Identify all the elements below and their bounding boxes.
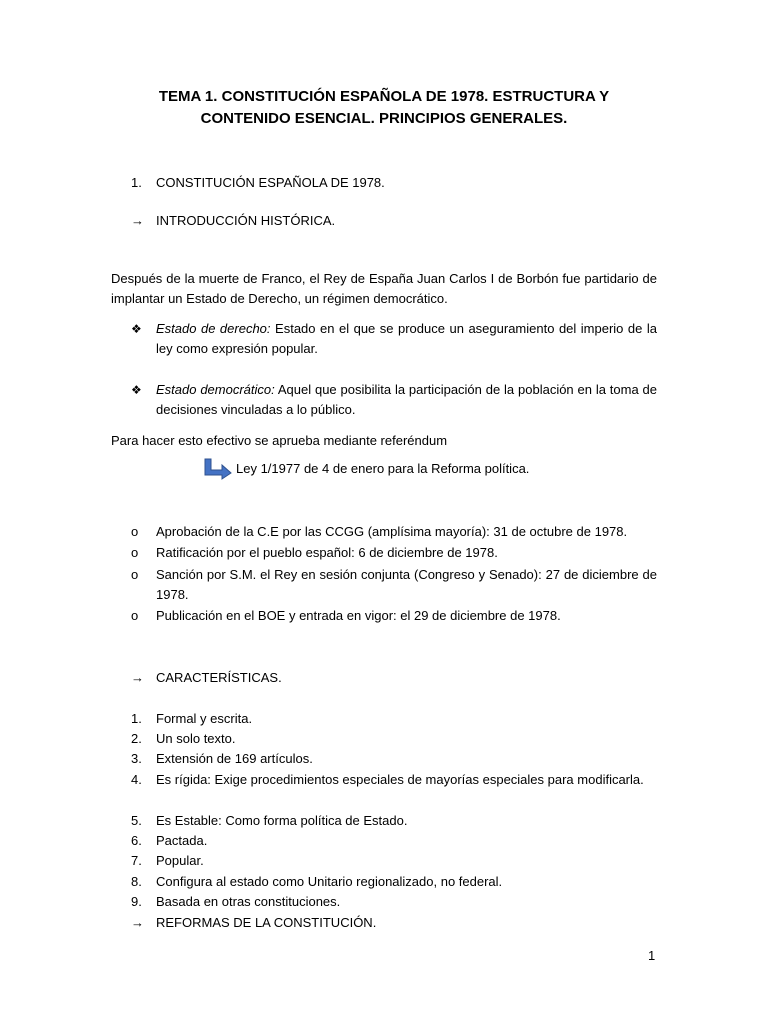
referendum-text: Para hacer esto efectivo se aprueba mediante referéndum <box>111 433 448 448</box>
list-text: Es rígida: Exige procedimientos especiales de mayorías especiales para modificarla. <box>156 772 644 787</box>
milestone-text: Ratificación por el pueblo español: 6 de diciembre de 1978. <box>156 545 498 560</box>
definition-term: Estado democrático: <box>156 382 275 397</box>
page-number: 1 <box>648 948 656 963</box>
list-number: 2. <box>131 731 142 746</box>
list-item <box>111 831 657 851</box>
paragraph-franco: Después de la muerte de Franco, el Rey de España Juan Carlos I de Borbón fue partidario de implantar un Estado de Derecho, un régimen democrático. <box>111 271 657 306</box>
definition-term: Estado de derecho: <box>156 321 271 336</box>
reforms-heading <box>111 913 657 933</box>
bent-arrow-icon <box>204 458 232 480</box>
list-item <box>111 729 657 749</box>
list-text: Popular. <box>156 853 204 868</box>
milestone-text: Sanción por S.M. el Rey en sesión conjunta (Congreso y Senado): 27 de diciembre de 1978. <box>156 567 657 602</box>
law-reference <box>204 458 529 480</box>
definition-description: Estado en el que se produce un aseguramiento del imperio de la ley como expresión popular. <box>156 321 657 356</box>
milestone-item <box>111 565 657 605</box>
list-number: 4. <box>131 772 142 787</box>
list-text: Basada en otras constituciones. <box>156 894 341 909</box>
list-text: Pactada. <box>156 833 208 848</box>
intro-heading-text: INTRODUCCIÓN HISTÓRICA. <box>156 213 336 228</box>
definition-item <box>111 380 657 420</box>
arrow-right-icon: → <box>131 213 144 228</box>
definition-text <box>156 380 657 420</box>
list-text: Extensión de 169 artículos. <box>156 751 313 766</box>
list-item <box>111 709 657 729</box>
milestone-text: Publicación en el BOE y entrada en vigor: el 29 de diciembre de 1978. <box>156 608 561 623</box>
list-item <box>111 872 657 892</box>
definition-item <box>111 319 657 359</box>
list-item <box>111 749 657 769</box>
definition-description: Aquel que posibilita la participación de la población en la toma de decisiones vinculadas a lo público. <box>156 382 657 417</box>
list-text: Es Estable: Como forma política de Estado. <box>156 813 408 828</box>
milestone-item <box>111 543 657 563</box>
diamond-bullet-icon: ❖ <box>131 322 142 336</box>
list-number: 5. <box>131 813 142 828</box>
list-text: Un solo texto. <box>156 731 236 746</box>
circle-bullet-icon: o <box>131 545 139 560</box>
section-heading <box>111 173 657 193</box>
document-title-line-1: TEMA 1. CONSTITUCIÓN ESPAÑOLA DE 1978. ESTRUCTURA Y <box>158 88 610 105</box>
arrow-right-icon: → <box>131 670 144 685</box>
law-text: Ley 1/1977 de 4 de enero para la Reforma política. <box>236 461 530 476</box>
milestone-item <box>111 522 657 542</box>
list-number: 7. <box>131 853 142 868</box>
list-text: Formal y escrita. <box>156 711 253 726</box>
list-number: 3. <box>131 751 142 766</box>
list-item <box>111 811 657 831</box>
definition-text <box>156 319 657 359</box>
diamond-bullet-icon: ❖ <box>131 383 142 397</box>
circle-bullet-icon: o <box>131 567 139 582</box>
milestone-item <box>111 606 657 626</box>
section-number: 1. <box>131 175 142 190</box>
reforms-heading-text: REFORMAS DE LA CONSTITUCIÓN. <box>156 915 377 930</box>
list-item <box>111 892 657 912</box>
circle-bullet-icon: o <box>131 524 139 539</box>
intro-heading <box>111 211 657 231</box>
list-item <box>111 770 657 790</box>
document-title-line-2: CONTENIDO ESENCIAL. PRINCIPIOS GENERALES. <box>200 110 568 127</box>
list-number: 8. <box>131 874 142 889</box>
section-title: CONSTITUCIÓN ESPAÑOLA DE 1978. <box>156 175 385 190</box>
arrow-right-icon: → <box>131 915 144 930</box>
list-number: 6. <box>131 833 142 848</box>
milestone-text: Aprobación de la C.E por las CCGG (amplísima mayoría): 31 de octubre de 1978. <box>156 524 628 539</box>
list-text: Configura al estado como Unitario regionalizado, no federal. <box>156 874 503 889</box>
circle-bullet-icon: o <box>131 608 139 623</box>
characteristics-heading-text: CARACTERÍSTICAS. <box>156 670 282 685</box>
list-number: 9. <box>131 894 142 909</box>
list-number: 1. <box>131 711 142 726</box>
characteristics-heading <box>111 668 657 688</box>
list-item <box>111 851 657 871</box>
